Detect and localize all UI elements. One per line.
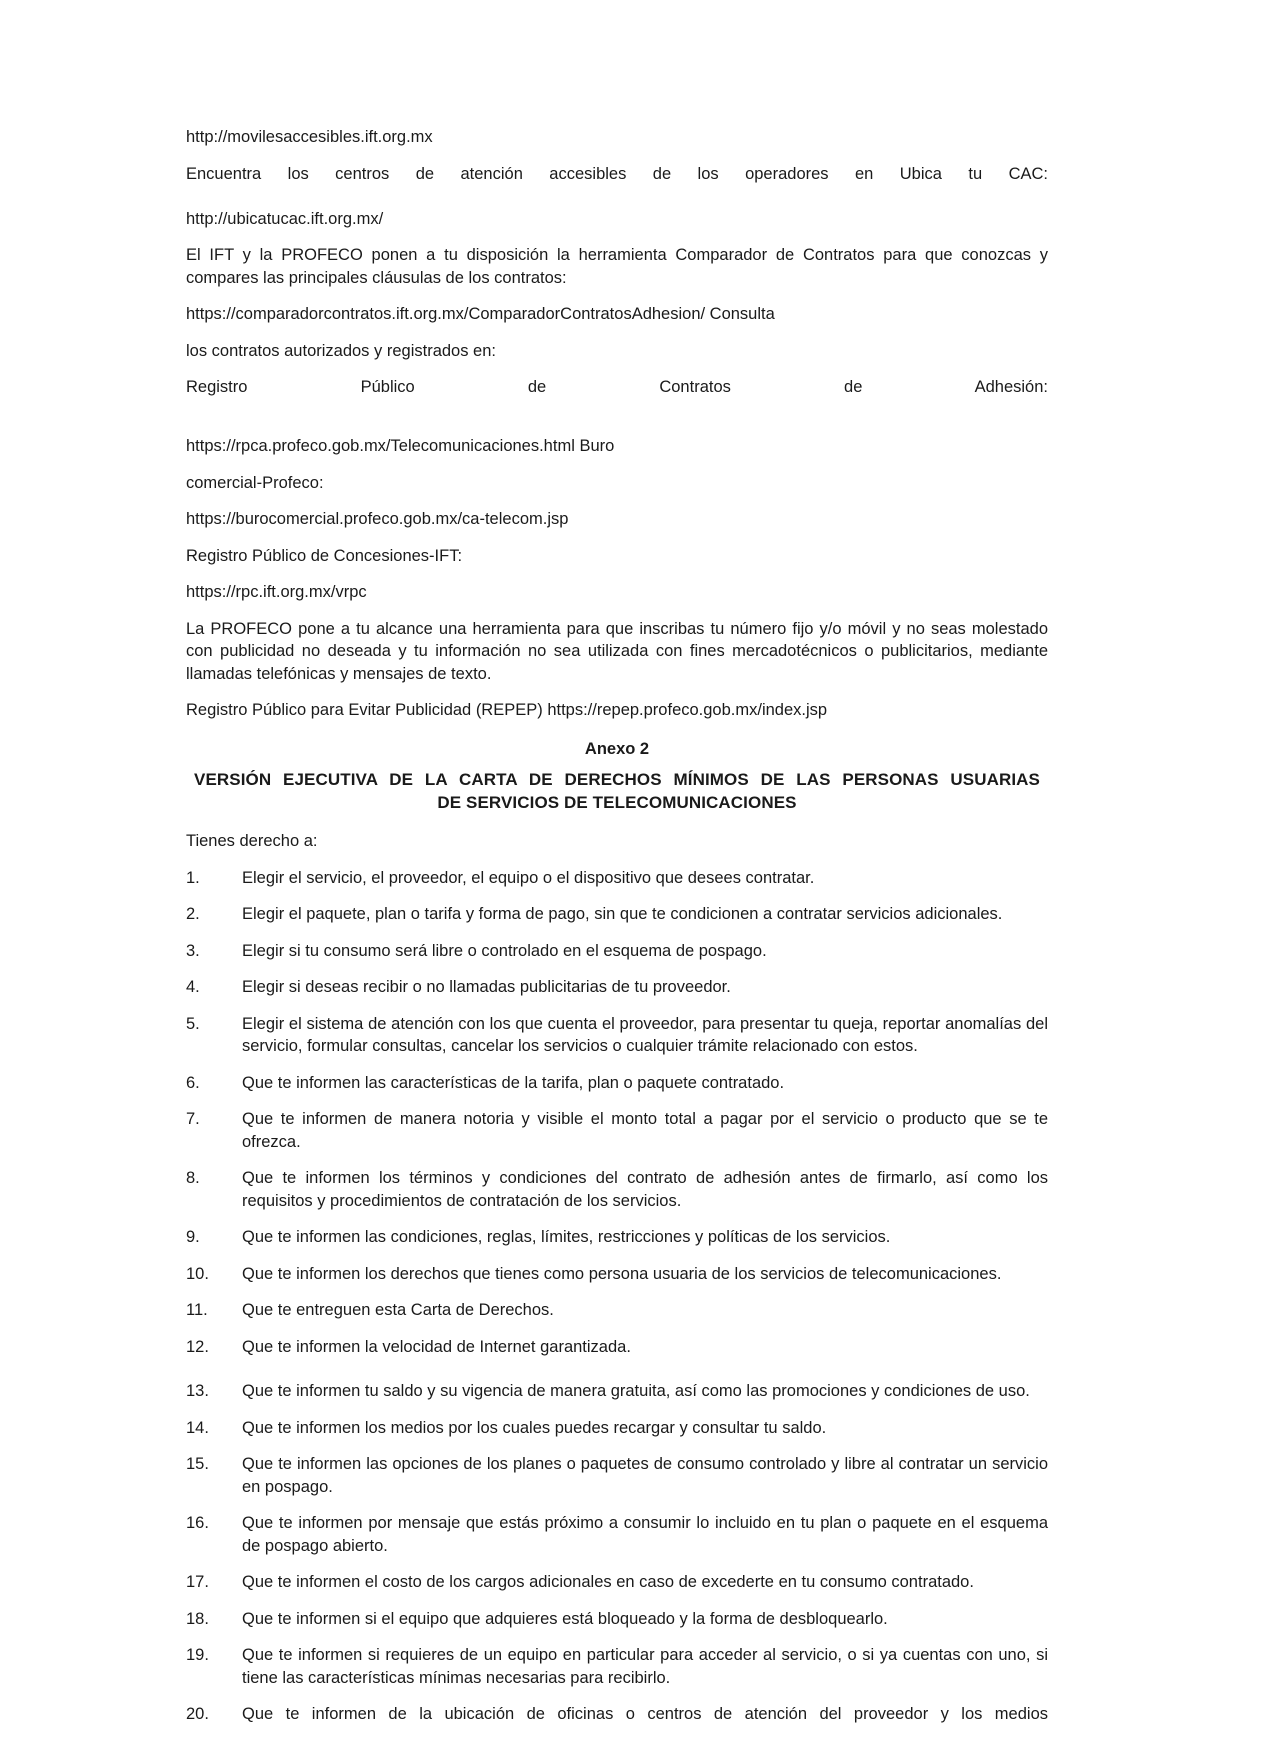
list-item [186, 903, 1048, 926]
list-item-number: 9. [186, 1228, 200, 1246]
paragraph-profeco-repep: La PROFECO pone a tu alcance una herramienta para que inscribas tu número fijo y/o móvil y no seas molestado con publicidad no deseada y tu información no sea utilizada con fines mercadotécnicos o publicitarios, mediante llamadas telefónicas y mensajes de texto. [186, 619, 1048, 683]
list-item-number: 13. [186, 1382, 209, 1400]
list-item [186, 1380, 1048, 1403]
list-item [186, 1167, 1048, 1212]
list-item-text: Elegir si tu consumo será libre o controlado en el esquema de pospago. [242, 941, 767, 960]
list-item-text: Que te informen la velocidad de Internet garantizada. [242, 1337, 631, 1356]
list-item-text: Que te informen las opciones de los planes o paquetes de consumo controlado y libre al contratar un servicio en pospago. [242, 1455, 1048, 1496]
paragraph-top-url: http://movilesaccesibles.ift.org.mx [186, 128, 433, 146]
annex-heading [186, 768, 1048, 814]
list-item-text: Que te informen los términos y condiciones del contrato de adhesión antes de firmarlo, así como los requisitos y procedimientos de contratación de los servicios. [242, 1169, 1048, 1210]
list-item [186, 1608, 1048, 1631]
page-content [186, 126, 1048, 1762]
rights-list [186, 867, 1048, 1749]
list-item-text: Elegir el paquete, plan o tarifa y forma de pago, sin que te condicionen a contratar servicios adicionales. [242, 905, 1003, 923]
list-item-text: Que te informen si el equipo que adquieres está bloqueado y la forma de desbloquearlo. [242, 1609, 888, 1628]
paragraph-comparador-url: https://comparadorcontratos.ift.org.mx/ComparadorContratosAdhesion/ Consulta [186, 305, 775, 323]
list-item-text: Que te informen las condiciones, reglas, límites, restricciones y políticas de los servicios. [242, 1228, 891, 1246]
list-item [186, 940, 1048, 963]
paragraph-encuentra-cac-line1: Encuentra los centros de atención accesibles de los operadores en Ubica tu CAC: [186, 164, 1048, 183]
list-item-number: 18. [186, 1609, 209, 1628]
list-item-text: Elegir si deseas recibir o no llamadas publicitarias de tu proveedor. [242, 978, 731, 996]
list-item-number: 19. [186, 1646, 209, 1664]
paragraph-registro-concesiones: Registro Público de Concesiones-IFT: [186, 546, 463, 565]
list-item-number: 4. [186, 978, 200, 996]
list-item-text: Elegir el servicio, el proveedor, el equipo o el dispositivo que desees contratar. [242, 868, 815, 887]
list-item-number: 12. [186, 1337, 209, 1356]
list-item-text: Que te informen las características de la tarifa, plan o paquete contratado. [242, 1073, 785, 1092]
list-item-number: 6. [186, 1073, 200, 1092]
list-item-number: 15. [186, 1455, 209, 1473]
list-item [186, 1108, 1048, 1153]
list-item [186, 1703, 1048, 1748]
list-item [186, 1644, 1048, 1689]
paragraph-ift-profeco-comparador: El IFT y la PROFECO ponen a tu disposición la herramienta Comparador de Contratos para que conozcas y compares las principales cláusulas de los contratos: [186, 246, 1048, 287]
annex-label: Anexo 2 [584, 739, 650, 758]
list-item-number: 2. [186, 905, 200, 923]
list-item [186, 1072, 1048, 1095]
annex-intro: Tienes derecho a: [186, 832, 318, 850]
list-item-number: 11. [186, 1301, 208, 1319]
paragraph-rpca-url: https://rpca.profeco.gob.mx/Telecomunicaciones.html Buro [186, 437, 615, 455]
list-item-text: Que te informen por mensaje que estás próximo a consumir lo incluido en tu plan o paquete en el esquema de pospago abierto. [242, 1514, 1048, 1555]
list-item-number: 10. [186, 1264, 209, 1283]
paragraph-comercial-profeco: comercial-Profeco: [186, 473, 324, 492]
list-item-number: 5. [186, 1014, 200, 1033]
list-item-number: 16. [186, 1514, 209, 1532]
list-item-text: Que te entreguen esta Carta de Derechos. [242, 1301, 554, 1319]
list-item-text: Que te informen tu saldo y su vigencia de manera gratuita, así como las promociones y condiciones de uso. [242, 1382, 1030, 1400]
paragraph-repep-url: Registro Público para Evitar Publicidad (REPEP) https://repep.profeco.gob.mx/index.jsp [186, 701, 828, 719]
list-item-number: 17. [186, 1573, 209, 1591]
paragraph-registro-contratos-adhesion-text: Registro Público de Contratos de Adhesión: [186, 378, 1048, 396]
list-item [186, 1226, 1048, 1249]
annex-heading-line-1: VERSIÓN EJECUTIVA DE LA CARTA DE DERECHOS MÍNIMOS DE LAS PERSONAS USUARIAS [194, 770, 1040, 789]
list-item-text: Que te informen si requieres de un equipo en particular para acceder al servicio, o si ya cuentas con uno, si tiene las características mínimas necesarias para recibirlo. [242, 1646, 1048, 1687]
paragraph-burocomercial-url: https://burocomercial.profeco.gob.mx/ca-telecom.jsp [186, 510, 569, 528]
list-item-number: 20. [186, 1705, 209, 1723]
list-item [186, 1453, 1048, 1498]
list-item [186, 1417, 1048, 1440]
list-item-text: Elegir el sistema de atención con los que cuenta el proveedor, para presentar tu queja, reportar anomalías del servicio, formular consultas, cancelar los servicios o cualquier trámite relacionado con estos. [242, 1014, 1048, 1055]
paragraph-contratos-autorizados: los contratos autorizados y registrados en: [186, 341, 496, 360]
list-item [186, 1512, 1048, 1557]
list-item-text: Que te informen de la ubicación de oficinas o centros de atención del proveedor y los medios [242, 1705, 1048, 1723]
list-item [186, 1571, 1048, 1594]
list-item-number: 7. [186, 1110, 200, 1128]
paragraph-encuentra-cac [186, 163, 1048, 231]
paragraph-rpc-url: https://rpc.ift.org.mx/vrpc [186, 583, 367, 601]
list-item [186, 1299, 1048, 1322]
paragraph-registro-contratos-adhesion [186, 376, 1048, 421]
list-item-number: 8. [186, 1169, 200, 1187]
list-item [186, 976, 1048, 999]
list-item [186, 1336, 1048, 1359]
list-item-text: Que te informen los medios por los cuales puedes recargar y consultar tu saldo. [242, 1418, 827, 1437]
paragraph-encuentra-cac-url: http://ubicatucac.ift.org.mx/ [186, 209, 384, 228]
list-item [186, 1013, 1048, 1058]
list-item-number: 1. [186, 868, 200, 887]
list-item-text: Que te informen el costo de los cargos adicionales en caso de excederte en tu consumo contratado. [242, 1573, 974, 1591]
list-item-number: 3. [186, 941, 200, 960]
list-item-text: Que te informen los derechos que tienes como persona usuaria de los servicios de telecomunicaciones. [242, 1264, 1002, 1283]
list-item [186, 867, 1048, 890]
annex-heading-line-2: DE SERVICIOS DE TELECOMUNICACIONES [437, 793, 797, 812]
list-item-text: Que te informen de manera notoria y visible el monto total a pagar por el servicio o producto que se te ofrezca. [242, 1110, 1048, 1151]
list-item-number: 14. [186, 1418, 209, 1437]
list-item [186, 1263, 1048, 1286]
